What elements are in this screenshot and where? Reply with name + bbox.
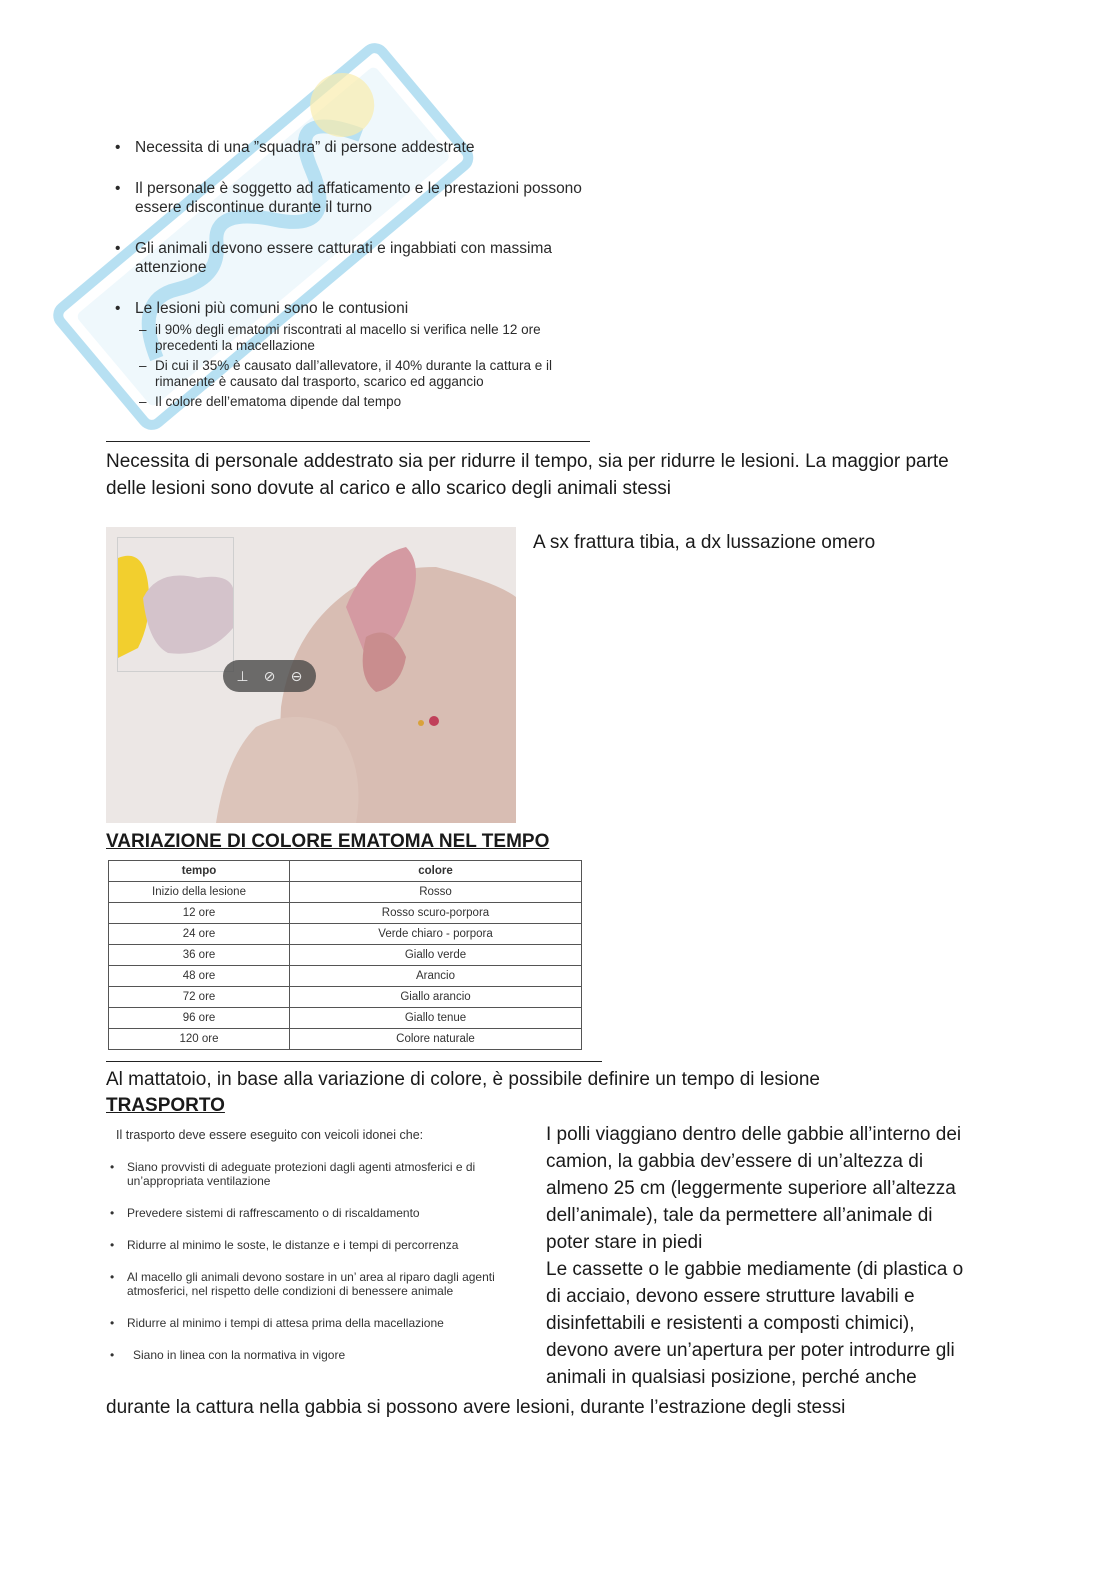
bullet-item: • Al macello gli animali devono sostare in un’ area al riparo dagli agenti atmosferici, nel rispetto delle condizioni di benessere animale xyxy=(110,1270,530,1298)
text-line: disinfettabili e resistenti a composti chimici), xyxy=(546,1313,915,1334)
cell-time: 36 ore xyxy=(109,945,290,966)
table-row xyxy=(109,924,582,945)
cell-color: Arancio xyxy=(290,966,582,987)
text-line: dell’animale), tale da permettere all’animale di xyxy=(546,1205,933,1226)
eye-off-icon[interactable]: ⊘ xyxy=(263,667,276,684)
paragraph-slaughterhouse: Al mattatoio, in base alla variazione di colore, è possibile definire un tempo di lesione xyxy=(106,1069,820,1090)
cell-time: 12 ore xyxy=(109,903,290,924)
transport-text xyxy=(546,1121,1016,1391)
text-line: animali in qualsiasi posizione, perché anche xyxy=(546,1367,917,1388)
sub-bullet-item: – il 90% degli ematomi riscontrati al macello si verifica nelle 12 ore precedenti la macellazione xyxy=(113,322,593,354)
cell-time: 72 ore xyxy=(109,987,290,1008)
text-line: Le cassette o le gabbie mediamente (di plastica o xyxy=(546,1259,964,1280)
transport-last-line: durante la cattura nella gabbia si possono avere lesioni, durante l’estrazione degli stessi xyxy=(106,1397,846,1418)
table-row xyxy=(109,903,582,924)
bullet-item: • Il personale è soggetto ad affaticamento e le prestazioni possono essere discontinue durante il turno xyxy=(113,179,593,217)
bullet-item: • Ridurre al minimo le soste, le distanze e i tempi di percorrenza xyxy=(110,1238,530,1252)
table-row xyxy=(109,1008,582,1029)
paragraph-personnel: Necessita di personale addestrato sia per ridurre il tempo, sia per ridurre le lesioni. La maggior parte delle lesioni sono dovute al carico e allo scarico degli animali stessi xyxy=(106,451,949,499)
text-line: I polli viaggiano dentro delle gabbie all’interno dei xyxy=(546,1124,962,1145)
inset-photo-tibia xyxy=(117,537,234,672)
pin-icon[interactable]: ⊥ xyxy=(236,667,249,684)
minus-circle-icon[interactable]: ⊖ xyxy=(290,667,303,684)
heading-color-variation: VARIAZIONE DI COLORE EMATOMA NEL TEMPO xyxy=(106,831,550,852)
cell-color: Giallo tenue xyxy=(290,1008,582,1029)
table-row xyxy=(109,945,582,966)
cell-time: 120 ore xyxy=(109,1029,290,1050)
col-header-color: colore xyxy=(290,861,582,882)
bullet-item: • Siano in linea con la normativa in vigore xyxy=(110,1348,530,1362)
table-row xyxy=(109,966,582,987)
table-row xyxy=(109,987,582,1008)
bullet-item: • Siano provvisti di adeguate protezioni dagli agenti atmosferici e di un’appropriata ventilazione xyxy=(110,1160,530,1188)
bullet-item: • Prevedere sistemi di raffrescamento o di riscaldamento xyxy=(110,1206,530,1220)
inset-illustration xyxy=(118,538,233,671)
hematoma-color-table xyxy=(108,860,582,1050)
cell-time: 96 ore xyxy=(109,1008,290,1029)
text-line: camion, la gabbia dev’essere di un’altezza di xyxy=(546,1151,924,1172)
sub-bullet-item: – Il colore dell’ematoma dipende dal tempo xyxy=(113,394,593,410)
bullet-item: • Necessita di una ”squadra” di persone addestrate xyxy=(113,138,593,157)
table-row xyxy=(109,1029,582,1050)
transport-intro: Il trasporto deve essere eseguito con veicoli idonei che: xyxy=(116,1128,424,1142)
cell-color: Rosso scuro-porpora xyxy=(290,903,582,924)
cell-color: Colore naturale xyxy=(290,1029,582,1050)
table-row xyxy=(109,882,582,903)
bullet-item: • Gli animali devono essere catturati e ingabbiati con massima attenzione xyxy=(113,239,593,277)
cell-time: 48 ore xyxy=(109,966,290,987)
text-line: devono avere un’apertura per poter introdurre gli xyxy=(546,1340,955,1361)
cell-time: Inizio della lesione xyxy=(109,882,290,903)
divider-line xyxy=(106,441,590,442)
transport-slide xyxy=(110,1128,530,1380)
text-line: di acciaio, devono essere strutture lavabili e xyxy=(546,1286,915,1307)
cell-color: Giallo arancio xyxy=(290,987,582,1008)
image-toolbar[interactable] xyxy=(223,660,316,692)
slide-bullets xyxy=(113,138,593,410)
text-line: almeno 25 cm (leggermente superiore all’altezza xyxy=(546,1178,956,1199)
col-header-time: tempo xyxy=(109,861,290,882)
sub-bullet-item: – Di cui il 35% è causato dall’allevatore, il 40% durante la cattura e il rimanente è causato dal trasporto, scarico ed aggancio xyxy=(113,358,593,390)
cell-color: Verde chiaro - porpora xyxy=(290,924,582,945)
cell-color: Rosso xyxy=(290,882,582,903)
cell-time: 24 ore xyxy=(109,924,290,945)
divider-line xyxy=(106,1061,602,1062)
cell-color: Giallo verde xyxy=(290,945,582,966)
bullet-item: • Le lesioni più comuni sono le contusioni xyxy=(113,299,593,318)
heading-transport: TRASPORTO xyxy=(106,1095,225,1116)
table-header-row xyxy=(109,861,582,882)
bullet-item: • Ridurre al minimo i tempi di attesa prima della macellazione xyxy=(110,1316,530,1330)
text-line: poter stare in piedi xyxy=(546,1232,703,1253)
photo-caption: A sx frattura tibia, a dx lussazione omero xyxy=(533,532,876,553)
